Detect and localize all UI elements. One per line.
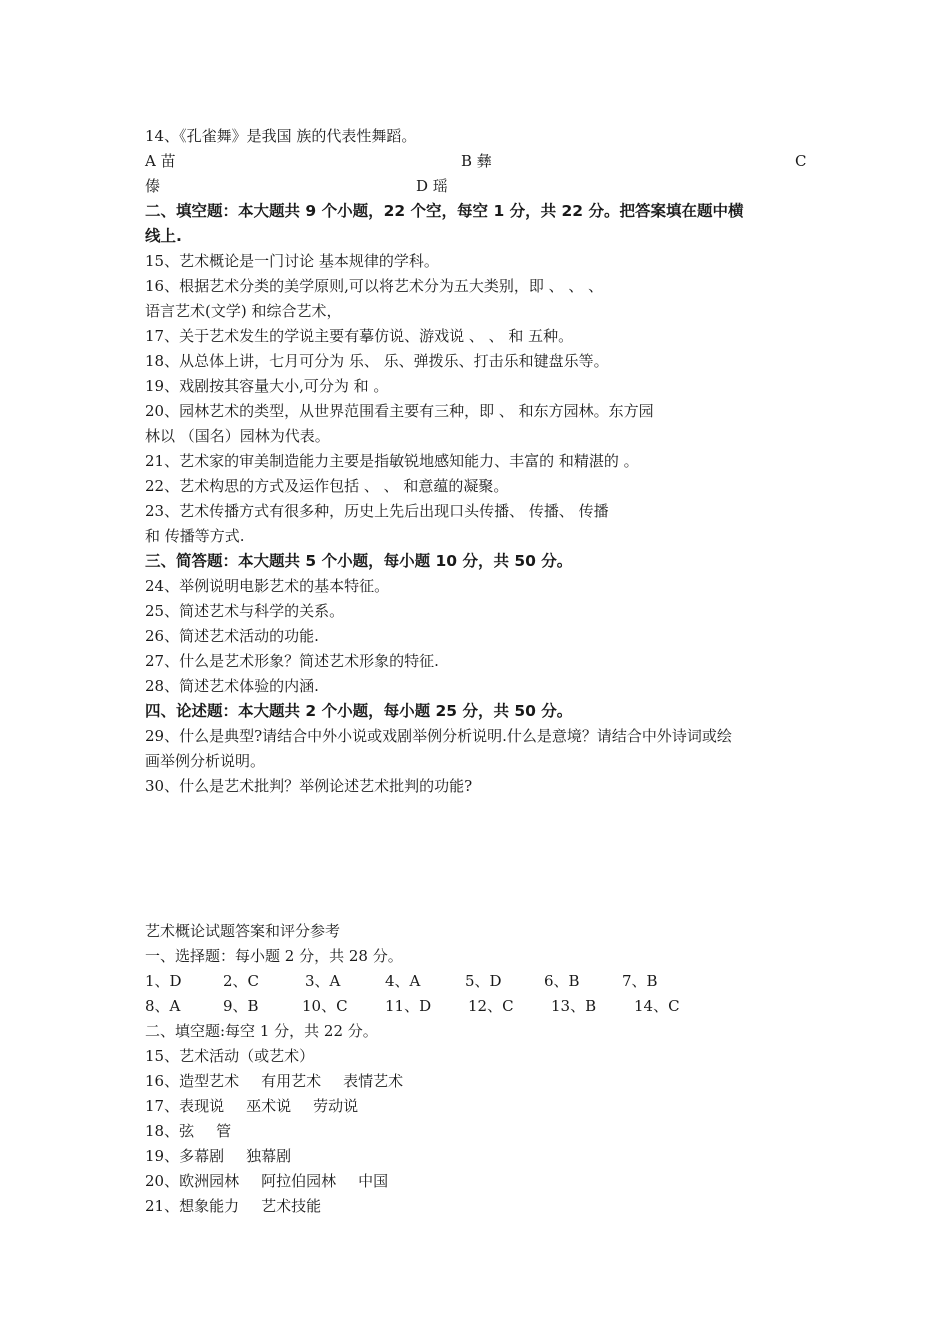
answer-item: 6、B (544, 972, 580, 990)
answer-15: 15、艺术活动（或艺术） (145, 1047, 315, 1065)
answer-19-part: 19、多幕剧 (145, 1147, 225, 1165)
answer-item: 9、B (223, 997, 259, 1015)
answer-16-part: 有用艺术 (261, 1072, 322, 1090)
answer-19-part: 独幕剧 (246, 1147, 292, 1165)
answer-item: 7、B (622, 972, 658, 990)
answer-18 (145, 1119, 807, 1144)
answer-20-part: 20、欧洲园林 (145, 1172, 240, 1190)
answer-item: 13、B (551, 997, 597, 1015)
question-23-cont: 和 传播等方式. (145, 527, 245, 545)
document-page (145, 124, 807, 1219)
question-20-cont: 林以 （国名）园林为代表。 (145, 427, 330, 445)
answer-item: 1、D (145, 972, 182, 990)
option-b: B 彝 (461, 152, 492, 170)
option-c-text: 傣 (145, 177, 161, 195)
section-2-title: 二、填空题：本大题共 9 个小题，22 个空，每空 1 分，共 22 分。把答案填在题中横 (145, 202, 744, 220)
answer-17 (145, 1094, 807, 1119)
answer-20-part: 阿拉伯园林 (261, 1172, 337, 1190)
answer-19 (145, 1144, 807, 1169)
question-15: 15、艺术概论是一门讨论 基本规律的学科。 (145, 252, 439, 270)
answer-item: 14、C (634, 997, 680, 1015)
question-27: 27、什么是艺术形象？简述艺术形象的特征. (145, 652, 439, 670)
answer-item: 3、A (305, 972, 341, 990)
answer-item: 2、C (223, 972, 260, 990)
answer-21 (145, 1194, 807, 1219)
answer-item: 4、A (385, 972, 421, 990)
answer-21-part: 21、想象能力 (145, 1197, 240, 1215)
question-21: 21、艺术家的审美制造能力主要是指敏锐地感知能力、丰富的 和精湛的 。 (145, 452, 639, 470)
question-25: 25、简述艺术与科学的关系。 (145, 602, 345, 620)
option-c: C (795, 152, 807, 170)
question-30: 30、什么是艺术批判？举例论述艺术批判的功能? (145, 777, 473, 795)
answer-16 (145, 1069, 807, 1094)
question-16: 16、根据艺术分类的美学原则,可以将艺术分为五大类别，即 、 、 、 (145, 277, 604, 295)
answer-20-part: 中国 (358, 1172, 389, 1190)
question-24: 24、举例说明电影艺术的基本特征。 (145, 577, 390, 595)
answer-17-part: 劳动说 (313, 1097, 359, 1115)
question-16-cont: 语言艺术(文学) 和综合艺术， (145, 302, 342, 320)
question-28: 28、简述艺术体验的内涵. (145, 677, 319, 695)
question-22: 22、艺术构思的方式及运作包括 、 、 和意蕴的凝聚。 (145, 477, 509, 495)
question-26: 26、简述艺术活动的功能. (145, 627, 319, 645)
question-14: 14、《孔雀舞》是我国 族的代表性舞蹈。 (145, 127, 417, 145)
answer-row-1 (145, 969, 807, 994)
answer-16-part: 表情艺术 (343, 1072, 404, 1090)
answer-item: 5、D (465, 972, 502, 990)
answer-16-part: 16、造型艺术 (145, 1072, 240, 1090)
question-20: 20、园林艺术的类型，从世界范围看主要有三种，即 、 和东方园林。东方园 (145, 402, 654, 420)
answer-item: 11、D (385, 997, 432, 1015)
answer-21-part: 艺术技能 (261, 1197, 322, 1215)
answer-title: 艺术概论试题答案和评分参考 (145, 922, 341, 940)
option-d: D 瑶 (416, 177, 448, 195)
question-14-options-row2 (145, 174, 807, 199)
option-a: A 苗 (145, 152, 176, 170)
blank-space (145, 799, 807, 919)
answer-item: 12、C (468, 997, 514, 1015)
answer-18-part: 18、弦 (145, 1122, 195, 1140)
answer-17-part: 17、表现说 (145, 1097, 225, 1115)
section-2-title-cont: 线上. (145, 227, 182, 245)
answer-section-1: 一、选择题：每小题 2 分，共 28 分。 (145, 947, 403, 965)
answer-18-part: 管 (216, 1122, 232, 1140)
answer-section-2: 二、填空题:每空 1 分，共 22 分。 (145, 1022, 378, 1040)
question-14-options-row1 (145, 149, 807, 174)
section-4-title: 四、论述题：本大题共 2 个小题，每小题 25 分，共 50 分。 (145, 702, 573, 720)
question-29-cont: 画举例分析说明。 (145, 752, 266, 770)
question-18: 18、从总体上讲，七月可分为 乐、 乐、弹拨乐、打击乐和键盘乐等。 (145, 352, 609, 370)
answer-20 (145, 1169, 807, 1194)
question-29: 29、什么是典型?请结合中外小说或戏剧举例分析说明.什么是意境？请结合中外诗词或绘 (145, 727, 732, 745)
answer-item: 8、A (145, 997, 181, 1015)
question-23: 23、艺术传播方式有很多种，历史上先后出现口头传播、 传播、 传播 (145, 502, 609, 520)
answer-item: 10、C (302, 997, 348, 1015)
answer-row-2 (145, 994, 807, 1019)
section-3-title: 三、简答题：本大题共 5 个小题，每小题 10 分，共 50 分。 (145, 552, 573, 570)
question-17: 17、关于艺术发生的学说主要有摹仿说、游戏说 、 、 和 五种。 (145, 327, 574, 345)
question-19: 19、戏剧按其容量大小,可分为 和 。 (145, 377, 389, 395)
answer-17-part: 巫术说 (246, 1097, 292, 1115)
